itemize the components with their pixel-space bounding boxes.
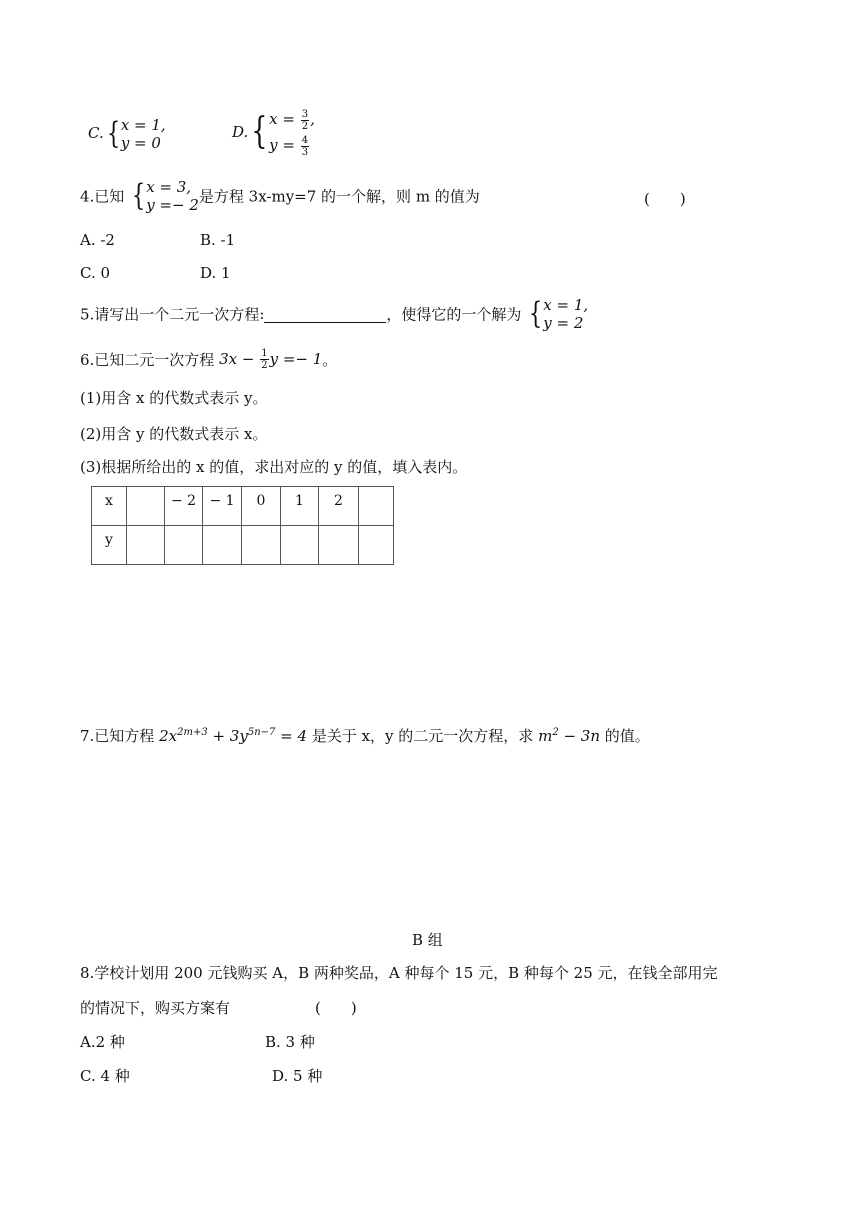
option-d [232, 106, 315, 158]
question-text: 5.请写出一个二元一次方程 [80, 305, 260, 324]
equation-system: { x = 1, y = 2 [529, 296, 589, 332]
answer-paren: ( ) [315, 999, 357, 1017]
expression: $m^2 - 3n$ [538, 727, 600, 745]
table-cell: y [92, 526, 127, 565]
question-6-part-2: (2)用含 y 的代数式表示 x。 [80, 425, 268, 443]
question-text: ，使得它的一个解为 [386, 305, 522, 324]
table-cell[interactable] [165, 526, 203, 565]
table-cell[interactable] [281, 526, 319, 565]
equation-system: { x = 1, y = 0 [106, 116, 166, 152]
equation: $2x^{2m+3} + 3y^{5n-7} = 4$ [159, 727, 308, 745]
table-cell[interactable] [127, 487, 165, 526]
option-b: B. -1 [200, 231, 236, 249]
question-6-part-1: (1)用含 x 的代数式表示 y。 [80, 389, 268, 407]
answer-paren: ( ) [644, 190, 686, 208]
option-a: A.2 种 [80, 1033, 125, 1051]
equation-system: { x = 3, y =− 2 [131, 178, 199, 214]
table-row-x [92, 487, 394, 526]
table-cell: x [92, 487, 127, 526]
table-cell: − 1 [203, 487, 242, 526]
value-table [91, 486, 394, 565]
table-cell[interactable] [359, 526, 394, 565]
option-c [88, 116, 166, 152]
system-line: x = 1, [120, 116, 166, 134]
question-prefix: 4.已知 [80, 187, 125, 206]
question-4 [80, 178, 480, 214]
table-cell[interactable] [127, 526, 165, 565]
table-cell: 0 [242, 487, 281, 526]
option-label: D. [232, 123, 249, 141]
option-label: C. [88, 124, 104, 142]
system-line: y = $\frac{4}{3}$ [269, 134, 309, 158]
question-8-line-1: 8.学校计划用 200 元钱购买 A，B 两种奖品，A 种每个 15 元，B 种每个 25 元，在钱全部用完 [80, 964, 718, 982]
question-5: 5.请写出一个二元一次方程: ，使得它的一个解为 { x = 1, y = 2 [80, 296, 589, 332]
question-text: 是关于 x，y 的二元一次方程，求 [311, 727, 534, 745]
equation-system: { x = $\frac{3}{2}$ , y = $\frac{4}{3}$ [248, 106, 315, 158]
system-line: x = 3, [146, 178, 192, 196]
system-line: y = 0 [120, 134, 161, 152]
question-7: 7.已知方程 $2x^{2m+3} + 3y^{5n-7} = 4$ 是关于 x，y 的二元一次方程，求 $m^2 - 3n$ 的值。 [80, 727, 650, 745]
equation: 3x − $\frac{1}{2}$ y =− 1 [219, 348, 323, 371]
table-cell: − 2 [165, 487, 203, 526]
question-text: 是方程 3x-my=7 的一个解，则 m 的值为 [198, 187, 480, 206]
answer-blank[interactable] [264, 306, 386, 323]
table-cell: 2 [319, 487, 359, 526]
question-6-part-3: (3)根据所给出的 x 的值，求出对应的 y 的值，填入表内。 [80, 458, 468, 476]
table-cell[interactable] [359, 487, 394, 526]
question-prefix: 7.已知方程 [80, 727, 155, 745]
question-prefix: 6.已知二元一次方程 [80, 351, 215, 369]
option-b: B. 3 种 [265, 1033, 315, 1051]
option-a: A. -2 [80, 231, 115, 249]
system-line: x = $\frac{3}{2}$ , [269, 108, 315, 132]
system-line: y = 2 [543, 314, 584, 332]
option-c: C. 0 [80, 264, 111, 282]
table-cell: 1 [281, 487, 319, 526]
table-row-y [92, 526, 394, 565]
question-8-line-2: 的情况下，购买方案有 [80, 999, 231, 1017]
table-cell[interactable] [242, 526, 281, 565]
question-6: 6.已知二元一次方程 3x − $\frac{1}{2}$ y =− 1。 [80, 348, 338, 371]
section-heading: B 组 [412, 931, 443, 949]
system-line: x = 1, [543, 296, 589, 314]
option-c: C. 4 种 [80, 1067, 130, 1085]
table-cell[interactable] [319, 526, 359, 565]
option-d: D. 1 [200, 264, 231, 282]
system-line: y =− 2 [146, 196, 199, 214]
option-d: D. 5 种 [272, 1067, 323, 1085]
table-cell[interactable] [203, 526, 242, 565]
